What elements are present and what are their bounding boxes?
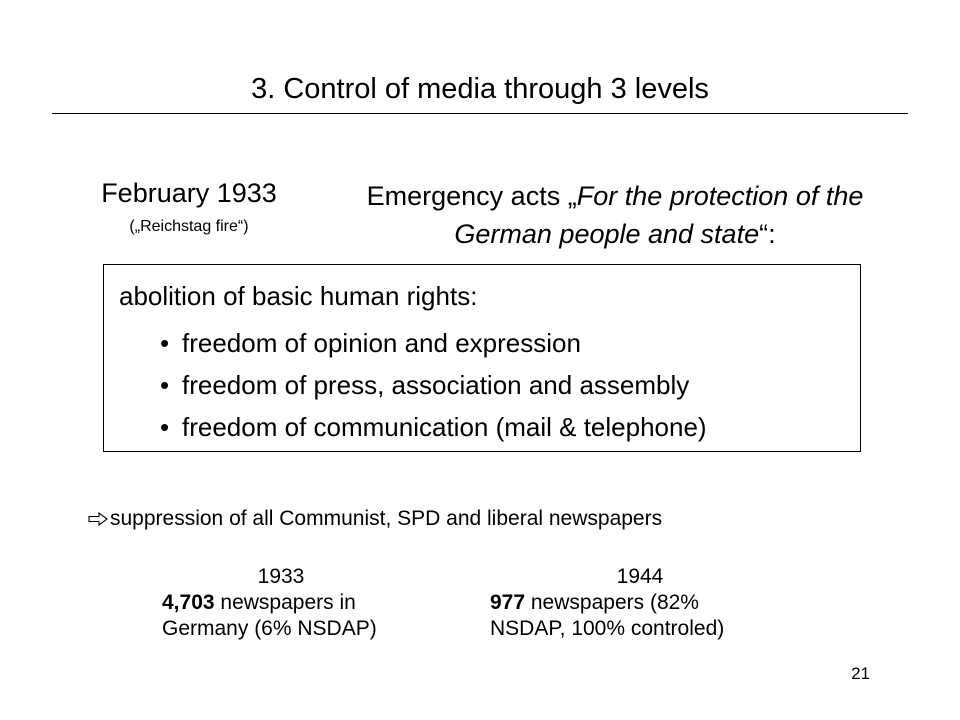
slide-title: 3. Control of media through 3 levels: [251, 73, 709, 105]
acts-suffix: “:: [759, 219, 776, 249]
bullet-symbol: •: [160, 412, 170, 442]
bullet-symbol: •: [160, 328, 170, 358]
stats-line-1-rest: newspapers (82%: [525, 591, 699, 614]
stats-year: 1944: [616, 565, 664, 588]
bullet-symbol: •: [160, 370, 170, 400]
rights-bullet-item: [160, 369, 689, 401]
rights-bullet-text: freedom of opinion and expression: [182, 328, 581, 358]
stats-column-1933: [162, 564, 452, 642]
rights-bullet-text: freedom of communication (mail & telephone): [182, 412, 707, 442]
stats-line-1: [490, 590, 810, 616]
event-date: February 1933: [101, 178, 277, 208]
hollow-right-arrow-icon: [88, 506, 110, 532]
rights-box-heading: abolition of basic human rights:: [119, 281, 478, 311]
stats-line-1-rest: newspapers in: [214, 591, 356, 614]
rights-bullet-item: [160, 327, 581, 359]
event-note: („Reichstag fire“): [129, 218, 249, 235]
emergency-acts-heading: [320, 177, 910, 253]
acts-italic-title: For the protection of the German people and state: [454, 181, 864, 249]
newspaper-count: 977: [490, 591, 526, 614]
rights-bullet-text: freedom of press, association and assembly: [182, 370, 690, 400]
consequence-line: [88, 506, 662, 532]
page-number: 21: [851, 664, 870, 683]
rights-bullet-item: [160, 411, 707, 443]
stats-year: 1933: [257, 565, 305, 588]
rights-box: [103, 264, 861, 452]
stats-line-2: Germany (6% NSDAP): [162, 617, 377, 640]
stats-column-1944: [490, 564, 810, 642]
title-divider: [52, 113, 908, 114]
consequence-text: suppression of all Communist, SPD and liberal newspapers: [110, 507, 663, 530]
stats-line-1: [162, 590, 452, 616]
acts-prefix: Emergency acts „: [366, 181, 577, 211]
newspaper-count: 4,703: [162, 591, 215, 614]
stats-line-2: NSDAP, 100% controled): [490, 617, 725, 640]
